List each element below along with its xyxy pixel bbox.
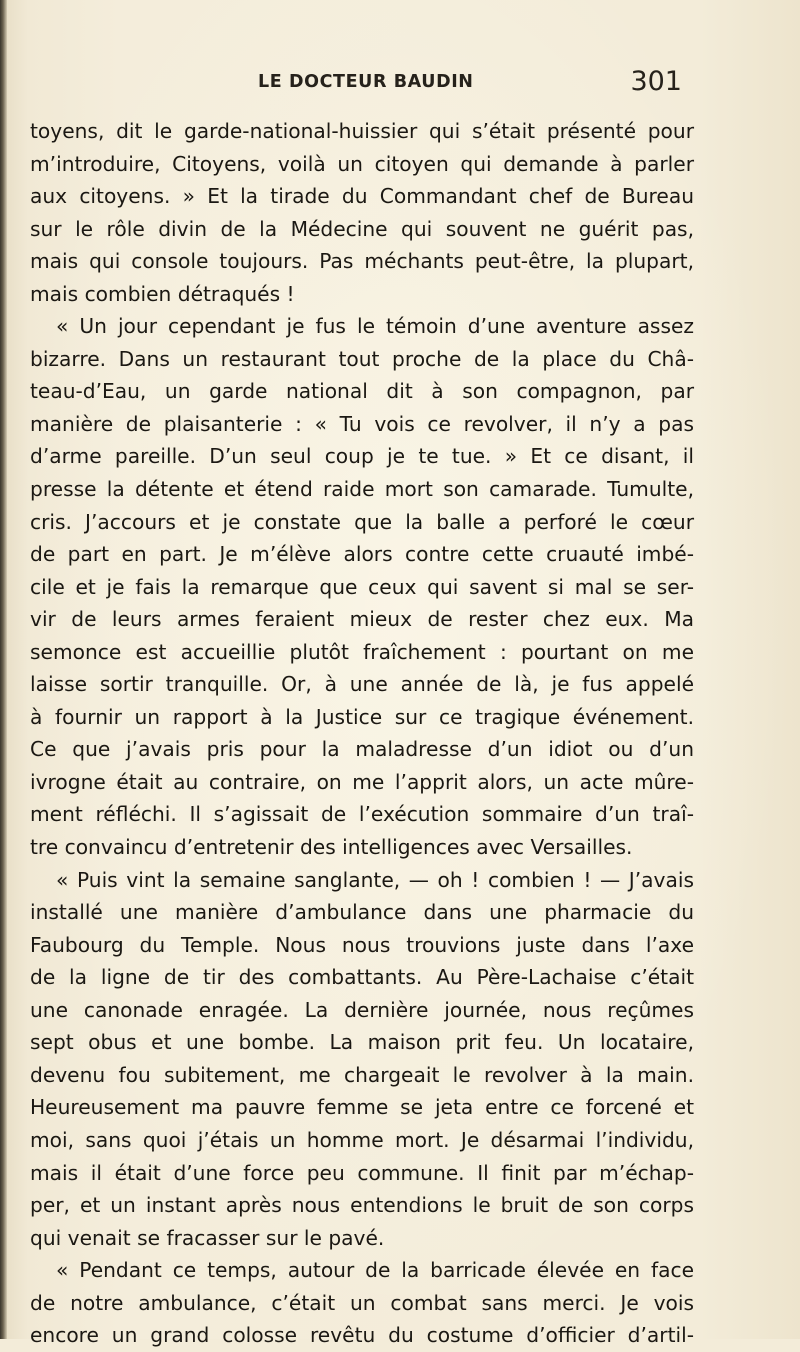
text-line: Faubourg du Temple. Nous nous trouvions juste dans l’axe (30, 932, 694, 957)
text-line: m’introduire, Citoyens, voilà un citoyen qui demande à parler (30, 151, 694, 176)
text-line: Ce que j’avais pris pour la maladresse d’un idiot ou d’un (30, 737, 694, 762)
text-line: cris. J’accours et je constate que la balle a perforé le cœur (30, 509, 694, 534)
text-line: mais il était d’une force peu commune. Il finit par m’échap- (30, 1160, 694, 1185)
text-line: devenu fou subitement, me chargeait le revolver à la main. (30, 1062, 694, 1087)
text-line: ivrogne était au contraire, on me l’apprit alors, un acte mûre- (30, 769, 694, 794)
text-line: mais combien détraqués ! (30, 281, 295, 306)
text-line: aux citoyens. » Et la tirade du Commandant chef de Bureau (30, 184, 694, 209)
text-line: encore un grand colosse revêtu du costume d’officier d’artil- (30, 1323, 694, 1348)
text-line: sept obus et une bombe. La maison prit feu. Un locataire, (30, 1030, 694, 1055)
text-line: cile et je fais la remarque que ceux qui savent si mal se ser- (30, 574, 694, 599)
text-line: « Puis vint la semaine sanglante, — oh ! combien ! — J’avais (56, 867, 694, 892)
text-line: moi, sans quoi j’étais un homme mort. Je désarmai l’individu, (30, 1127, 694, 1152)
text-line: Heureusement ma pauvre femme se jeta entre ce forcené et (30, 1095, 694, 1120)
text-line: teau-d’Eau, un garde national dit à son compagnon, par (30, 379, 694, 404)
text-line: laisse sortir tranquille. Or, à une année de là, je fus appelé (30, 672, 694, 697)
text-line: de part en part. Je m’élève alors contre cette cruauté imbé- (30, 542, 694, 567)
text-line: « Un jour cependant je fus le témoin d’une aventure assez (56, 314, 694, 339)
text-line: de la ligne de tir des combattants. Au Père-Lachaise c’était (30, 965, 694, 990)
text-line: « Pendant ce temps, autour de la barricade élevée en face (56, 1258, 694, 1283)
text-line: ment réfléchi. Il s’agissait de l’exécution sommaire d’un traî- (30, 802, 694, 827)
text-line: tre convaincu d’entretenir des intelligences avec Versailles. (30, 835, 633, 860)
running-title: LE DOCTEUR BAUDIN (258, 72, 474, 92)
text-line: de notre ambulance, c’était un combat sans merci. Je vois (30, 1290, 694, 1315)
body-text (30, 115, 694, 1352)
page-header (240, 66, 686, 106)
text-line: qui venait se fracasser sur le pavé. (30, 1225, 385, 1250)
text-line: une canonade enragée. La dernière journée, nous reçûmes (30, 997, 694, 1022)
text-line: sur le rôle divin de la Médecine qui souvent ne guérit pas, (30, 216, 694, 241)
text-line: manière de plaisanterie : « Tu vois ce revolver, il n’y a pas (30, 411, 694, 436)
text-line: vir de leurs armes feraient mieux de rester chez eux. Ma (30, 607, 694, 632)
text-line: mais qui console toujours. Pas méchants peut-être, la plupart, (30, 249, 694, 274)
text-line: à fournir un rapport à la Justice sur ce tragique événement. (30, 704, 694, 729)
text-line: d’arme pareille. D’un seul coup je te tue. » Et ce disant, il (30, 444, 694, 469)
text-line: presse la détente et étend raide mort son camarade. Tumulte, (30, 477, 694, 502)
text-line: semonce est accueillie plutôt fraîchement : pourtant on me (30, 639, 694, 664)
text-line: toyens, dit le garde-national-huissier qui s’était présenté pour (30, 119, 694, 143)
binding-edge (0, 0, 7, 1339)
page-number: 301 (630, 66, 682, 97)
text-line: per, et un instant après nous entendions le bruit de son corps (30, 1193, 694, 1218)
text-line: bizarre. Dans un restaurant tout proche de la place du Châ- (30, 346, 694, 371)
text-line: installé une manière d’ambulance dans une pharmacie du (30, 900, 694, 925)
